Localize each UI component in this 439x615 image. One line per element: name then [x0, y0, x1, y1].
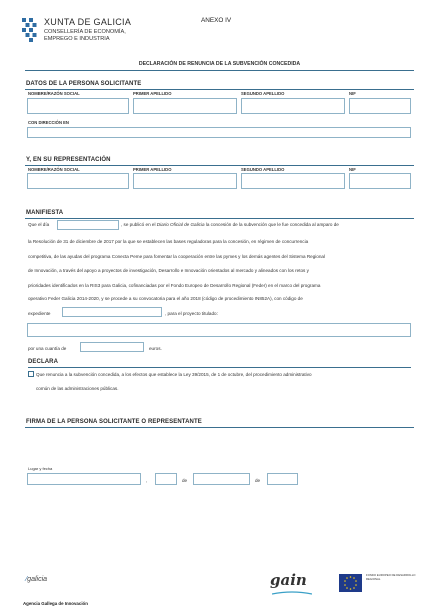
- label-direccion: CON DIRECCIÓN EN: [28, 120, 69, 125]
- dia-field[interactable]: [155, 473, 177, 485]
- firma-title: FIRMA DE LA PERSONA SOLICITANTE O REPRESENTANTE: [26, 419, 202, 425]
- rep-apellido1-field[interactable]: [133, 173, 237, 189]
- dept-line2: EMPREGO E INDUSTRIA: [44, 36, 110, 42]
- gain-swoosh-icon: [272, 591, 312, 596]
- label-rep-apellido1: PRIMER APELLIDO: [133, 167, 172, 172]
- firma-de1: de: [182, 478, 188, 483]
- label-apellido1: PRIMER APELLIDO: [133, 91, 172, 96]
- declara-rule: [28, 367, 411, 368]
- manifiesta-line3: competitiva, de las ayudas del programa Conecta Peme para fomentar la cooperación entre las pymes y los demás agentes del Sistema Regional: [28, 254, 325, 259]
- solicitante-nombre-field[interactable]: [27, 98, 129, 114]
- solicitante-apellido2-field[interactable]: [241, 98, 345, 114]
- manifiesta-rule: [25, 218, 414, 219]
- manifiesta-line1: , se publicó en el Diario Oficial de Galicia la concesión de la subvención que le fue concedida al amparo de: [121, 222, 339, 227]
- label-nif: NIF: [349, 91, 356, 96]
- xunta-logo: [20, 17, 42, 43]
- manifiesta-line2: la Resolución de 31 de diciembre de 2017 por la que se establecen las bases reguladoras para la concesión, en régimen de concurrencia: [28, 239, 309, 244]
- dept-line1: CONSELLERÍA DE ECONOMÍA,: [44, 29, 126, 35]
- lugar-field[interactable]: [27, 473, 141, 485]
- manifiesta-line6: operativo Feder Galicia 2014-2020, y se procede a su convocatoria para el año 2018 (código de procedimiento IN852A), con código de: [28, 296, 303, 301]
- eu-text: FONDO EUROPEO DE DESARROLLO REGIONAL: [366, 573, 416, 581]
- manifiesta-line5: prioridades identificados en la RIS3 para Galicia, cofinanciadas por el Fondo Europeo de Desarrollo Regional (Feder) en el marco del programa: [28, 283, 321, 288]
- title-rule: [25, 70, 414, 71]
- galicia-mark-icon: ⁄: [26, 576, 28, 583]
- solicitante-rule: [25, 89, 414, 90]
- solicitante-nif-field[interactable]: [349, 98, 411, 114]
- proyecto-titulado-text: , para el proyecto titulado:: [165, 311, 218, 316]
- cuantia-field[interactable]: [80, 342, 144, 352]
- label-apellido2: SEGUNDO APELLIDO: [241, 91, 285, 96]
- label-rep-nif: NIF: [349, 167, 356, 172]
- expediente-field[interactable]: [62, 307, 162, 317]
- firma-comma: ,: [146, 478, 148, 483]
- declara-line2: común de las administraciones públicas.: [36, 386, 119, 391]
- manifiesta-title: MANIFIESTA: [26, 210, 64, 216]
- doc-title: DECLARACIÓN DE RENUNCIA DE LA SUBVENCIÓN CONCEDIDA: [138, 61, 301, 67]
- galicia-logo: ⁄galicia: [26, 576, 48, 583]
- eu-flag: [339, 574, 362, 592]
- rep-apellido2-field[interactable]: [241, 173, 345, 189]
- solicitante-title: DATOS DE LA PERSONA SOLICITANTE: [26, 81, 142, 87]
- rep-nif-field[interactable]: [349, 173, 411, 189]
- xunta-emblem-icon: [20, 17, 42, 43]
- label-rep-apellido2: SEGUNDO APELLIDO: [241, 167, 285, 172]
- representacion-rule: [25, 165, 414, 166]
- manifiesta-line4: de Innovación, a través del apoyo a proyectos de investigación, Desarrollo e Innovación orientados al mercado y alineados con los retos y: [28, 268, 309, 273]
- label-nombre: NOMBRE/RAZÓN SOCIAL: [28, 91, 80, 96]
- euros-text: euros.: [149, 346, 162, 351]
- org-name: XUNTA DE GALICIA: [44, 17, 132, 27]
- ano-field[interactable]: [267, 473, 298, 485]
- mes-field[interactable]: [193, 473, 250, 485]
- declara-line1: Que renuncia a la subvención concedida, a los efectos que establece la Ley 39/2015, de 1 de octubre, del procedimiento administrativo: [36, 372, 312, 377]
- que-el-dia-text: Que el día: [28, 222, 50, 227]
- proyecto-titulo-field[interactable]: [27, 323, 411, 337]
- agency-name: Agencia Gallega de Innovación: [23, 601, 88, 606]
- fecha-publicacion-field[interactable]: [57, 220, 119, 230]
- solicitante-direccion-field[interactable]: [27, 127, 411, 138]
- declara-title: DECLARA: [28, 359, 59, 365]
- representacion-title: Y, EN SU REPRESENTACIÓN: [26, 157, 111, 163]
- eu-stars-icon: [339, 574, 362, 592]
- firma-de2: de: [255, 478, 261, 483]
- solicitante-apellido1-field[interactable]: [133, 98, 237, 114]
- por-una-cuantia-text: por una cuantía de: [28, 346, 67, 351]
- declara-checkbox[interactable]: [28, 371, 34, 377]
- annex-label: ANEXO IV: [201, 17, 232, 24]
- rep-nombre-field[interactable]: [27, 173, 129, 189]
- firma-rule: [25, 427, 414, 428]
- gain-logo: gain: [270, 571, 320, 597]
- lugar-fecha-label: Lugar y fecha: [28, 466, 53, 471]
- label-rep-nombre: NOMBRE/RAZÓN SOCIAL: [28, 167, 80, 172]
- expediente-text: expediente: [28, 311, 51, 316]
